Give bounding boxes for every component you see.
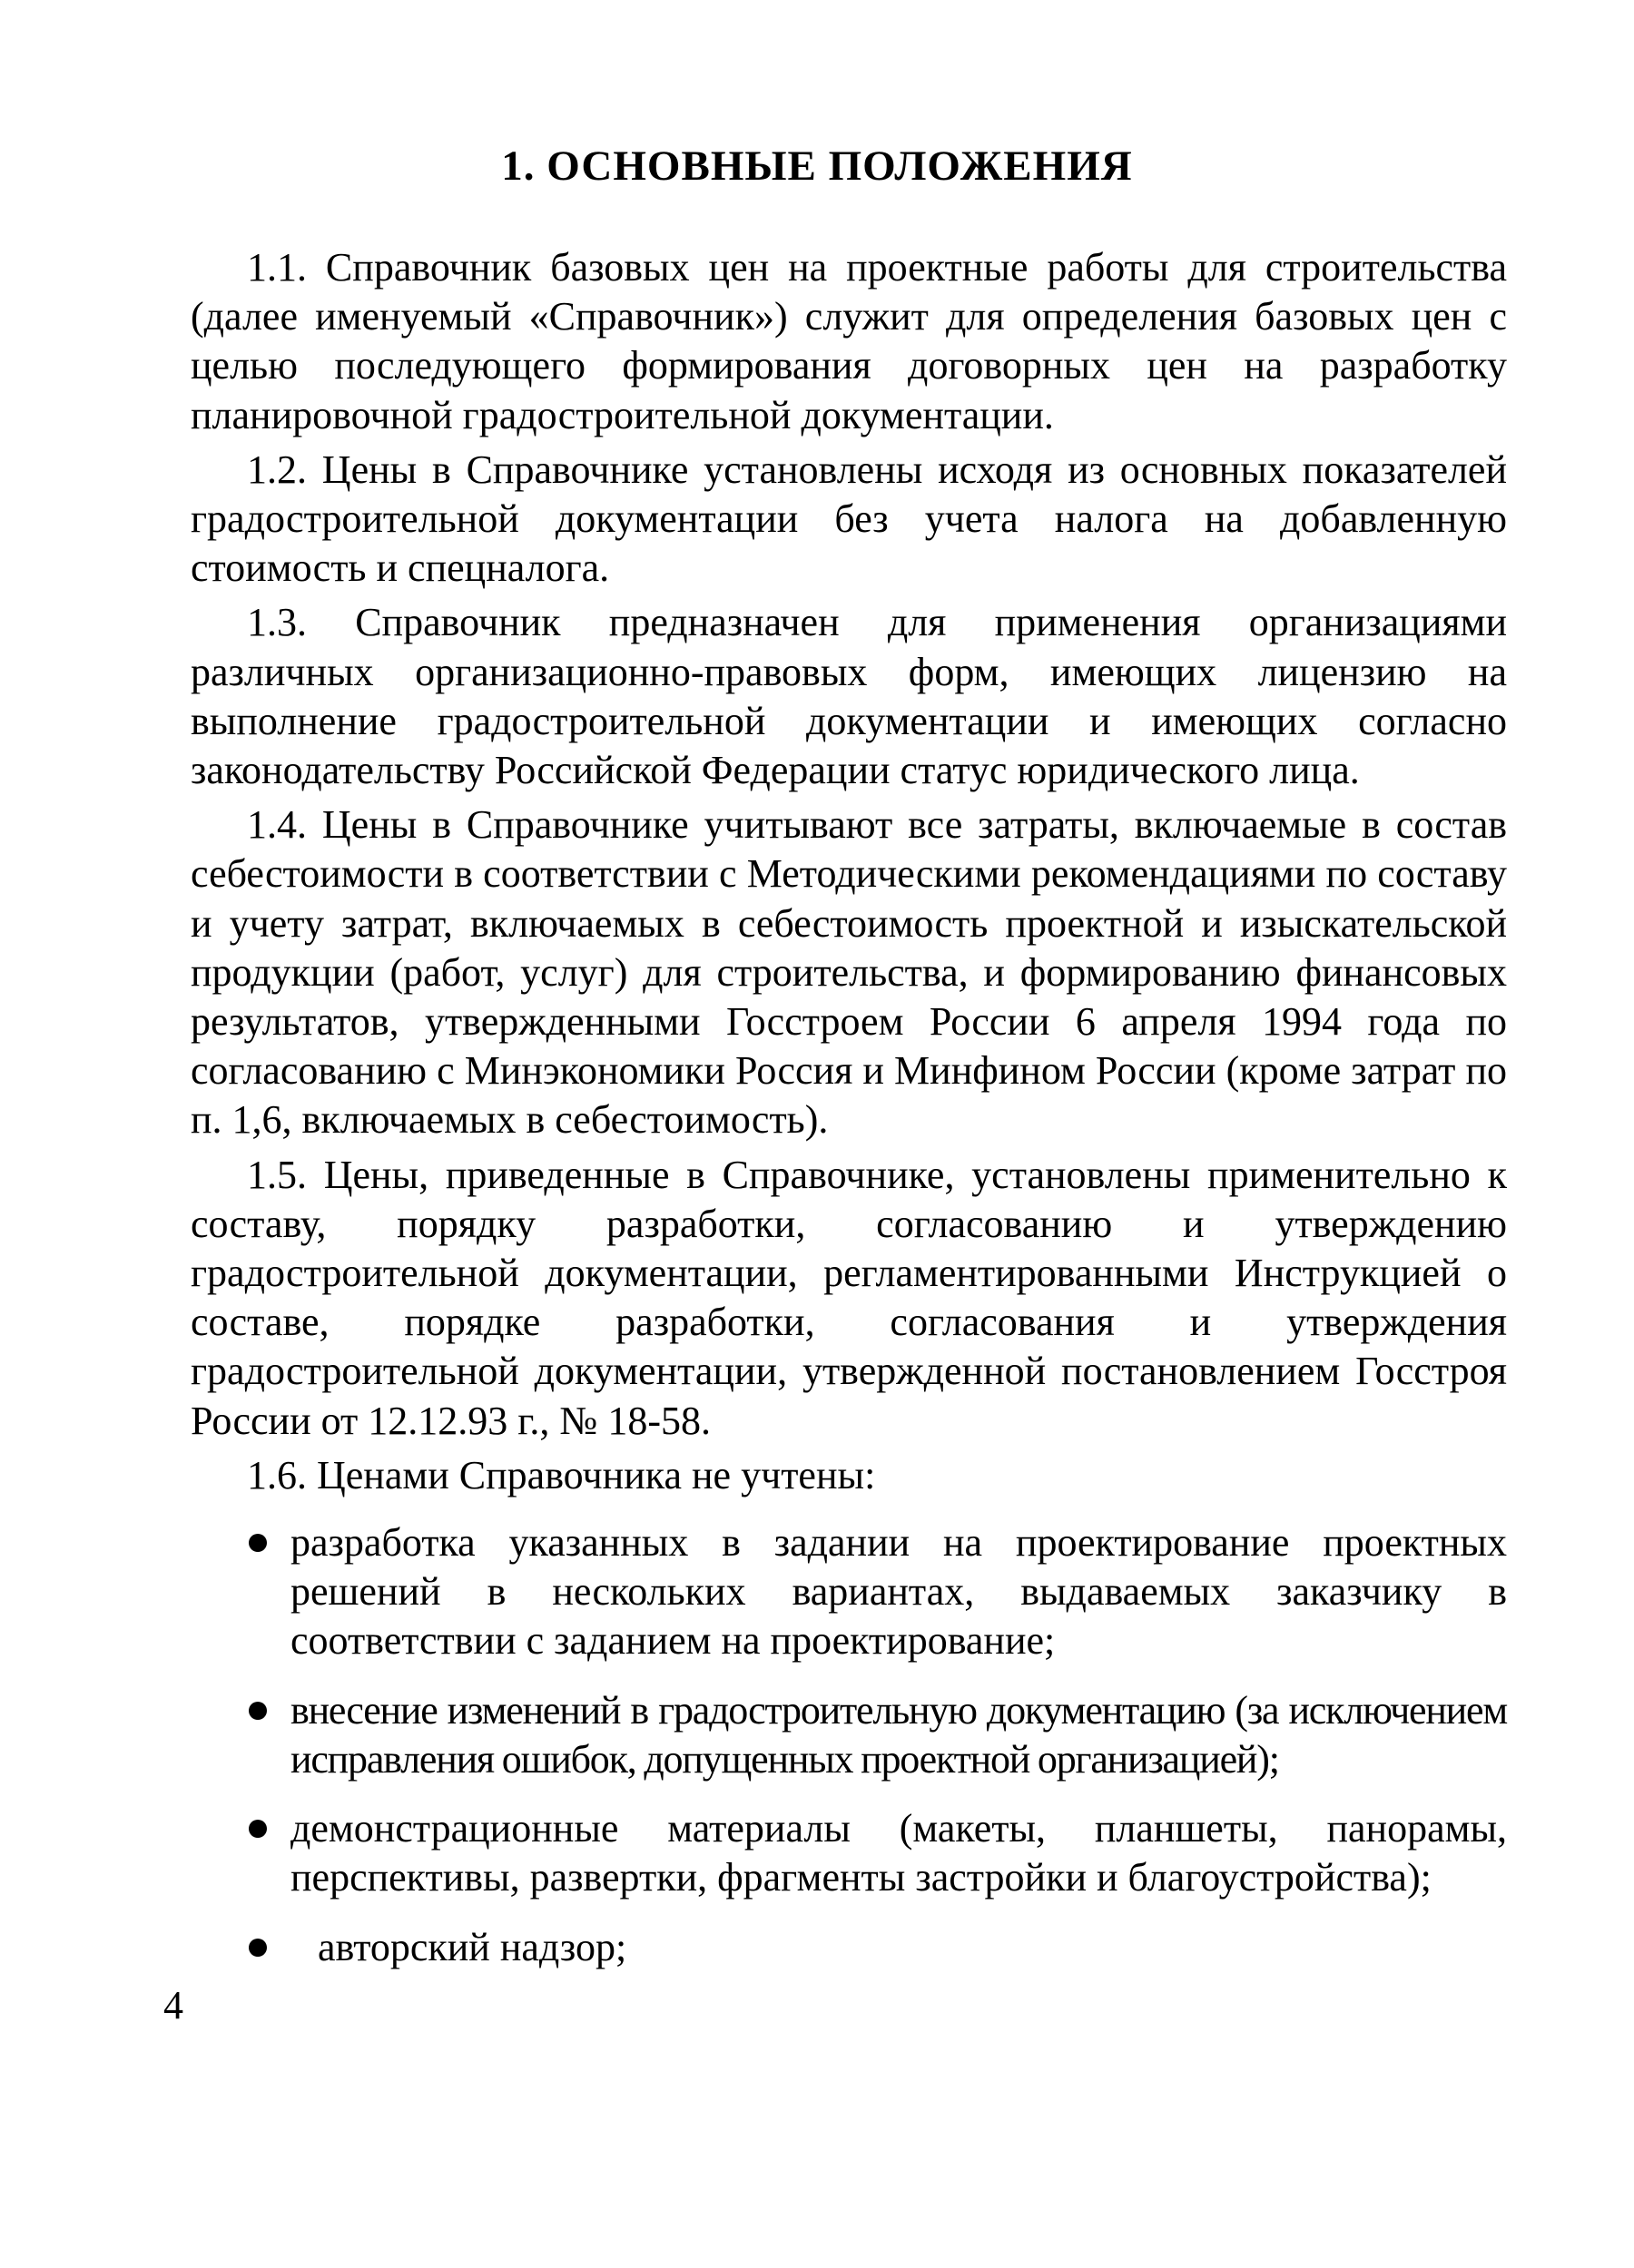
list-item-text: внесение изменений в градостроительную документацию (за исключением исправления ошибок, допущенных проектной организацией); bbox=[290, 1687, 1507, 1782]
bullet-icon bbox=[249, 1534, 267, 1552]
list-item bbox=[191, 1804, 1507, 1902]
exclusions-list bbox=[191, 1518, 1507, 1972]
paragraph-1-4: 1.4. Цены в Справочнике учитывают все затраты, включаемые в состав себестоимости в соответствии с Методическими рекомендациями по составу и учету затрат, включаемых в себестоимость проектной и изыскательской продукции (работ, услуг) для строительства, и формированию финансовых результатов, утвержденными Госстроем России 6 апреля 1994 года по согласованию с Минэкономики Россия и Минфином России (кроме затрат по п. 1,6, включаемых в себестоимость). bbox=[191, 802, 1507, 1143]
paragraph-1-3: 1.3. Справочник предназначен для применения организациями различных организационно-правовых форм, имеющих лицензию на выполнение градостроительной документации и имеющих согласно законодательству Российской Федерации статус юридического лица. bbox=[191, 600, 1507, 793]
paragraph-1-1: 1.1. Справочник базовых цен на проектные работы для строительства (далее именуемый «Справочник») служит для определения базовых цен с целью последующего формирования договорных цен на разработку планировочной градостроительной документации. bbox=[191, 245, 1507, 437]
section-title: 1. ОСНОВНЫЕ ПОЛОЖЕНИЯ bbox=[501, 142, 1133, 190]
list-item-text: авторский надзор; bbox=[318, 1924, 627, 1969]
bullet-icon bbox=[249, 1702, 267, 1720]
paragraph-1-2: 1.2. Цены в Справочнике установлены исходя из основных показателей градостроительной документации без учета налога на добавленную стоимость и спецналога. bbox=[191, 447, 1507, 591]
list-item bbox=[191, 1686, 1507, 1784]
page-number: 4 bbox=[163, 1983, 183, 2027]
bullet-icon bbox=[249, 1939, 267, 1957]
bullet-icon bbox=[249, 1820, 267, 1838]
paragraph-1-6: 1.6. Ценами Справочника не учтены: bbox=[247, 1452, 876, 1497]
list-item-text: разработка указанных в задании на проектирование проектных решений в нескольких вариантах, выдаваемых заказчику в соответствии с заданием на проектирование; bbox=[290, 1520, 1507, 1664]
paragraph-1-5: 1.5. Цены, приведенные в Справочнике, установлены применительно к составу, порядку разработки, согласованию и утверждению градостроительной документации, регламентированными Инструкцией о составе, порядке разработки, согласования и утверждения градостроительной документации, утвержденной постановлением Госстроя России от 12.12.93 г., № 18-58. bbox=[191, 1152, 1507, 1443]
list-item bbox=[191, 1518, 1507, 1666]
list-item-text: демонстрационные материалы (макеты, планшеты, панорамы, перспективы, развертки, фрагменты застройки и благоустройства); bbox=[290, 1806, 1507, 1900]
body-text bbox=[191, 243, 1507, 1992]
list-item bbox=[191, 1923, 1507, 1972]
